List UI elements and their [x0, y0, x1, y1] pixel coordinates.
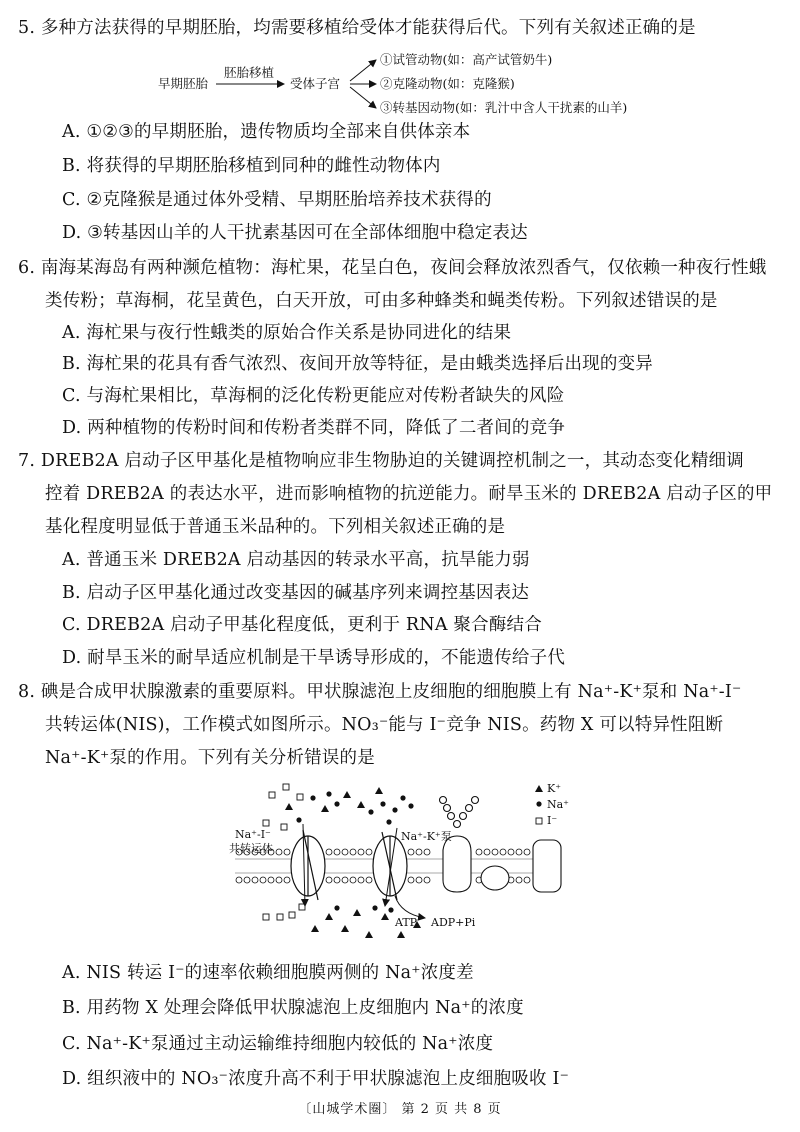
- nis-symporter-protein: [291, 830, 325, 900]
- q6-option-c: C. 与海杧果相比，草海桐的泛化传粉更能应对传粉者缺失的风险: [62, 386, 565, 406]
- cell-membrane-transport-diagram: [225, 780, 595, 950]
- flow-outcome-3: ③转基因动物(如：乳汁中含人干扰素的山羊): [380, 100, 628, 115]
- legend-na: Na⁺: [547, 798, 569, 811]
- flow-source: 早期胚胎: [158, 76, 209, 91]
- question-5-stem: 5. 多种方法获得的早期胚胎，均需要移植给受体才能获得后代。下列有关叙述正确的是: [18, 18, 696, 38]
- glycoprotein: [440, 797, 562, 893]
- atp-label: ATP: [395, 916, 418, 929]
- question-7-stem-line-2: 控着 DREB2A 的表达水平，进而影响植物的抗逆能力。耐旱玉米的 DREB2A 启动子区的甲: [45, 484, 773, 504]
- q6-option-d: D. 两种植物的传粉时间和传粉者类群不同，降低了二者间的竞争: [62, 418, 566, 438]
- q5-option-c: C. ②克隆猴是通过体外受精、早期胚胎培养技术获得的: [62, 190, 492, 210]
- question-8-stem-line-1: 8. 碘是合成甲状腺激素的重要原料。甲状腺滤泡上皮细胞的细胞膜上有 Na⁺-K⁺泵和 Na⁺-I⁻: [18, 682, 742, 702]
- legend-k: K⁺: [547, 782, 562, 795]
- question-8-stem-line-3: Na⁺-K⁺泵的作用。下列有关分析错误的是: [45, 748, 375, 768]
- q8-option-d: D. 组织液中的 NO₃⁻浓度升高不利于甲状腺滤泡上皮细胞吸收 I⁻: [62, 1069, 570, 1089]
- question-8-stem-line-2: 共转运体(NIS)，工作模式如图所示。NO₃⁻能与 I⁻竞争 NIS。药物 X 可以特异性阻断: [45, 715, 724, 735]
- q8-option-c: C. Na⁺-K⁺泵通过主动运输维持细胞内较低的 Na⁺浓度: [62, 1034, 494, 1054]
- flow-outcome-2: ②克隆动物(如：克隆猴): [380, 76, 515, 91]
- legend-i: I⁻: [547, 814, 558, 827]
- flow-arrow-label: 胚胎移植: [224, 65, 275, 80]
- flow-target: 受体子宫: [290, 76, 341, 91]
- question-7-stem-line-1: 7. DREB2A 启动子区甲基化是植物响应非生物胁迫的关键调控机制之一，其动态变化精细调: [18, 451, 744, 471]
- q8-option-a: A. NIS 转运 I⁻的速率依赖细胞膜两侧的 Na⁺浓度差: [62, 963, 474, 983]
- embryo-transfer-flowchart: [150, 48, 670, 120]
- q6-option-b: B. 海杧果的花具有香气浓烈、夜间开放等特征，是由蛾类选择后出现的变异: [62, 354, 653, 374]
- q5-option-b: B. 将获得的早期胚胎移植到同种的雌性动物体内: [62, 156, 441, 176]
- question-6-stem-line-1: 6. 南海某海岛有两种濒危植物：海杧果，花呈白色，夜间会释放浓烈香气，仅依赖一种夜行性蛾: [18, 258, 767, 278]
- flow-branch-arrow-3: [350, 87, 376, 108]
- q6-option-a: A. 海杧果与夜行性蛾类的原始合作关系是协同进化的结果: [62, 323, 512, 343]
- adp-label: ADP+Pi: [431, 916, 476, 929]
- q7-option-b: B. 启动子区甲基化通过改变基因的碱基序列来调控基因表达: [62, 583, 530, 603]
- q7-option-d: D. 耐旱玉米的耐旱适应机制是干旱诱导形成的，不能遗传给子代: [62, 648, 566, 668]
- symporter-label-2: 共转运体: [229, 842, 273, 855]
- iodide-extracellular: [263, 784, 303, 830]
- symporter-label-1: Na⁺-I⁻: [235, 828, 271, 841]
- page-footer: 〔山城学术圈〕 第 2 页 共 8 页: [298, 1102, 502, 1117]
- q5-option-d: D. ③转基因山羊的人干扰素基因可在全部体细胞中稳定表达: [62, 223, 528, 243]
- ions-extracellular: [285, 787, 414, 825]
- flow-outcome-1: ①试管动物(如：高产试管奶牛): [380, 52, 553, 67]
- q7-option-a: A. 普通玉米 DREB2A 启动基因的转录水平高，抗旱能力弱: [62, 550, 530, 570]
- q5-option-a: A. ①②③的早期胚胎，遗传物质均全部来自供体亲本: [62, 122, 471, 142]
- question-7-stem-line-3: 基化程度明显低于普通玉米品种的。下列相关叙述正确的是: [45, 517, 506, 537]
- q7-option-c: C. DREB2A 启动子甲基化程度低，更利于 RNA 聚合酶结合: [62, 615, 542, 635]
- iodide-intracellular: [263, 904, 305, 920]
- question-6-stem-line-2: 类传粉；草海桐，花呈黄色，白天开放，可由多种蜂类和蝇类传粉。下列叙述错误的是: [45, 291, 718, 311]
- pump-label: Na⁺-K⁺泵: [401, 830, 452, 843]
- diagram-legend: [535, 782, 569, 827]
- flow-branch-arrow-1: [350, 60, 376, 81]
- q8-option-b: B. 用药物 X 处理会降低甲状腺滤泡上皮细胞内 Na⁺的浓度: [62, 998, 524, 1018]
